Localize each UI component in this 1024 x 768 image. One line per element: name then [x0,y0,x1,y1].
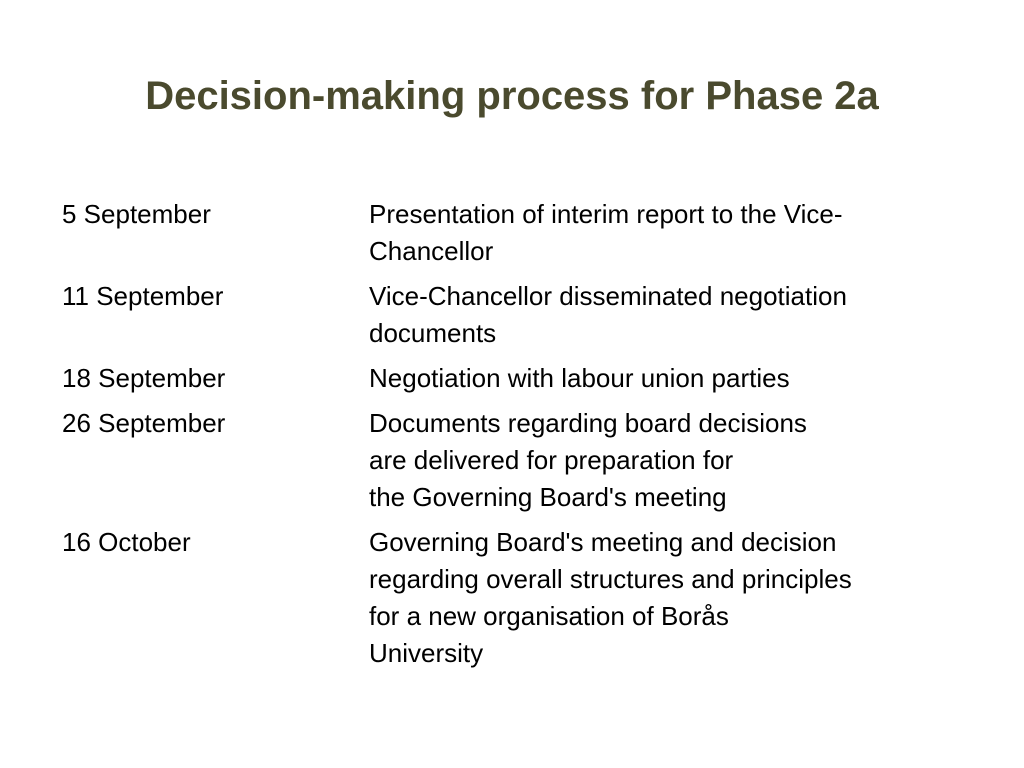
event-date: 26 September [62,408,226,438]
description-line: are delivered for preparation for [369,445,734,475]
description-line: Presentation of interim report to the Vice- [369,199,843,229]
description-line: for a new organisation of Borås [369,601,729,631]
event-description [369,360,969,397]
timeline-row [62,524,972,672]
event-description [369,405,969,516]
event-date: 5 September [62,199,211,229]
event-date: 18 September [62,363,226,393]
timeline-row [62,278,972,352]
description-line: Vice-Chancellor disseminated negotiation [369,281,847,311]
event-description [369,278,969,352]
event-date: 11 September [62,281,224,311]
timeline-row [62,405,972,516]
description-line: Negotiation with labour union parties [369,363,790,393]
description-line: the Governing Board's meeting [369,482,727,512]
event-date: 16 October [62,527,191,557]
slide-title: Decision-making process for Phase 2a [145,74,879,118]
event-description [369,524,969,672]
description-line: Chancellor [369,236,494,266]
description-line: documents [369,318,497,348]
timeline-row [62,360,972,397]
description-line: Documents regarding board decisions [369,408,807,438]
description-line: Governing Board's meeting and decision [369,527,837,557]
timeline-row [62,196,972,270]
timeline-list [62,196,972,680]
description-line: University [369,638,484,668]
description-line: regarding overall structures and principles [369,564,852,594]
event-description [369,196,969,270]
